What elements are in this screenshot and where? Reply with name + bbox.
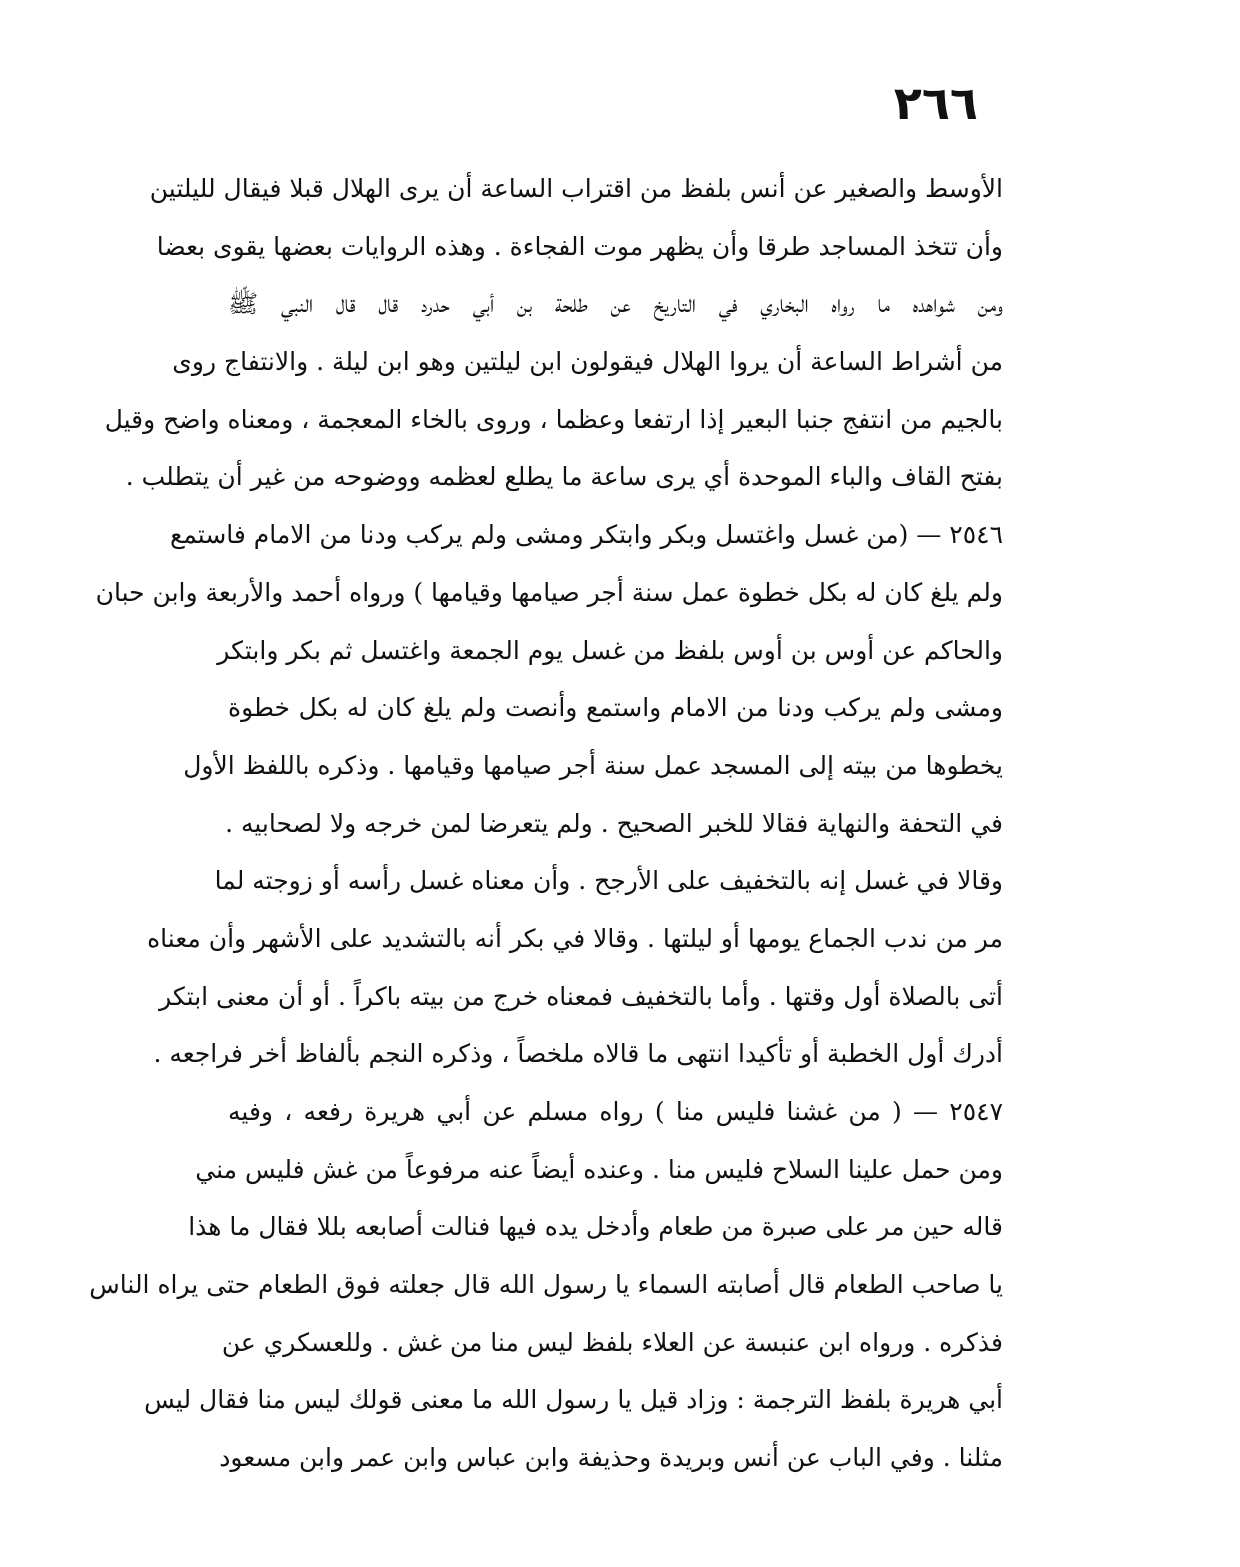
text-line: أتى بالصلاة أول وقتها . وأما بالتخفيف فمعناه خرج من بيته باكراً . أو أن معنى ابتكر [159,981,1003,1011]
text-line: في التحفة والنهاية فقالا للخبر الصحيح . ولم يتعرضا لمن خرجه ولا لصحابيه . [225,808,1003,838]
text-line: ولم يلغ كان له بكل خطوة عمل سنة أجر صيامها وقيامها ) ورواه أحمد والأربعة وابن حبان [95,577,1003,607]
text-line: قاله حين مر على صبرة من طعام وأدخل يده فيها فنالت أصابعه بللا فقال ما هذا [188,1212,1003,1242]
text-line: وأن تتخذ المساجد طرقا وأن يظهر موت الفجاءة . وهذه الروايات بعضها يقوى بعضا [156,231,1003,261]
text-line: بالجيم من انتفج جنبا البعير إذا ارتفعا وعظما ، وروى بالخاء المعجمة ، ومعناه واضح وقيل [104,404,1003,434]
text-line: ومشى ولم يركب ودنا من الامام واستمع وأنصت ولم يلغ كان له بكل خطوة [228,693,1003,723]
text-line: فذكره . ورواه ابن عنبسة عن العلاء بلفظ ليس منا من غش . وللعسكري عن [221,1327,1003,1357]
text-line: أبي هريرة بلفظ الترجمة : وزاد قيل يا رسول الله ما معنى قولك ليس منا فقال ليس [144,1385,1003,1415]
text-line: من أشراط الساعة أن يروا الهلال فيقولون ابن ليلتين وهو ابن ليلة . والانتفاج روى [172,347,1003,377]
text-line: ومن شواهده ما رواه البخاري في التاريخ عن طلحة بن أبي حدرد قال قال النبي ﷺ [228,289,1003,319]
text-line: يا صاحب الطعام قال أصابته السماء يا رسول الله قال جعلته فوق الطعام حتى يراه الناس [89,1270,1003,1300]
text-line: وقالا في غسل إنه بالتخفيف على الأرجح . وأن معناه غسل رأسه أو زوجته لما [214,866,1003,896]
text-line: مر من ندب الجماع يومها أو ليلتها . وقالا في بكر أنه بالتشديد على الأشهر وأن معناه [147,923,1003,953]
text-line: والحاكم عن أوس بن أوس بلفظ من غسل يوم الجمعة واغتسل ثم بكر وابتكر [217,635,1003,665]
text-line: ومن حمل علينا السلاح فليس منا . وعنده أيضاً عنه مرفوعاً من غش فليس مني [195,1154,1003,1184]
text-line: ٢٥٤٧ — ( من غشنا فليس منا ) رواه مسلم عن أبي هريرة رفعه ، وفيه [228,1097,1003,1126]
body-text [89,160,1003,1487]
text-line: بفتح القاف والباء الموحدة أي يرى ساعة ما يطلع لعظمه ووضوحه من غير أن يتطلب . [125,462,1003,492]
text-line: يخطوها من بيته إلى المسجد عمل سنة أجر صيامها وقيامها . وذكره باللفظ الأول [183,750,1003,780]
text-line: ٢٥٤٦ — (من غسل واغتسل وبكر وابتكر ومشى ولم يركب ودنا من الامام فاستمع [170,520,1003,550]
text-line: مثلنا . وفي الباب عن أنس وبريدة وحذيفة وابن عباس وابن عمر وابن مسعود [219,1443,1003,1473]
text-line: الأوسط والصغير عن أنس بلفظ من اقتراب الساعة أن يرى الهلال قبلا فيقال لليلتين [149,174,1003,203]
page-number: ٢٦٦ [893,76,978,130]
text-line: أدرك أول الخطبة أو تأكيدا انتهى ما قالاه ملخصاً ، وذكره النجم بألفاظ أخر فراجعه . [153,1039,1003,1069]
